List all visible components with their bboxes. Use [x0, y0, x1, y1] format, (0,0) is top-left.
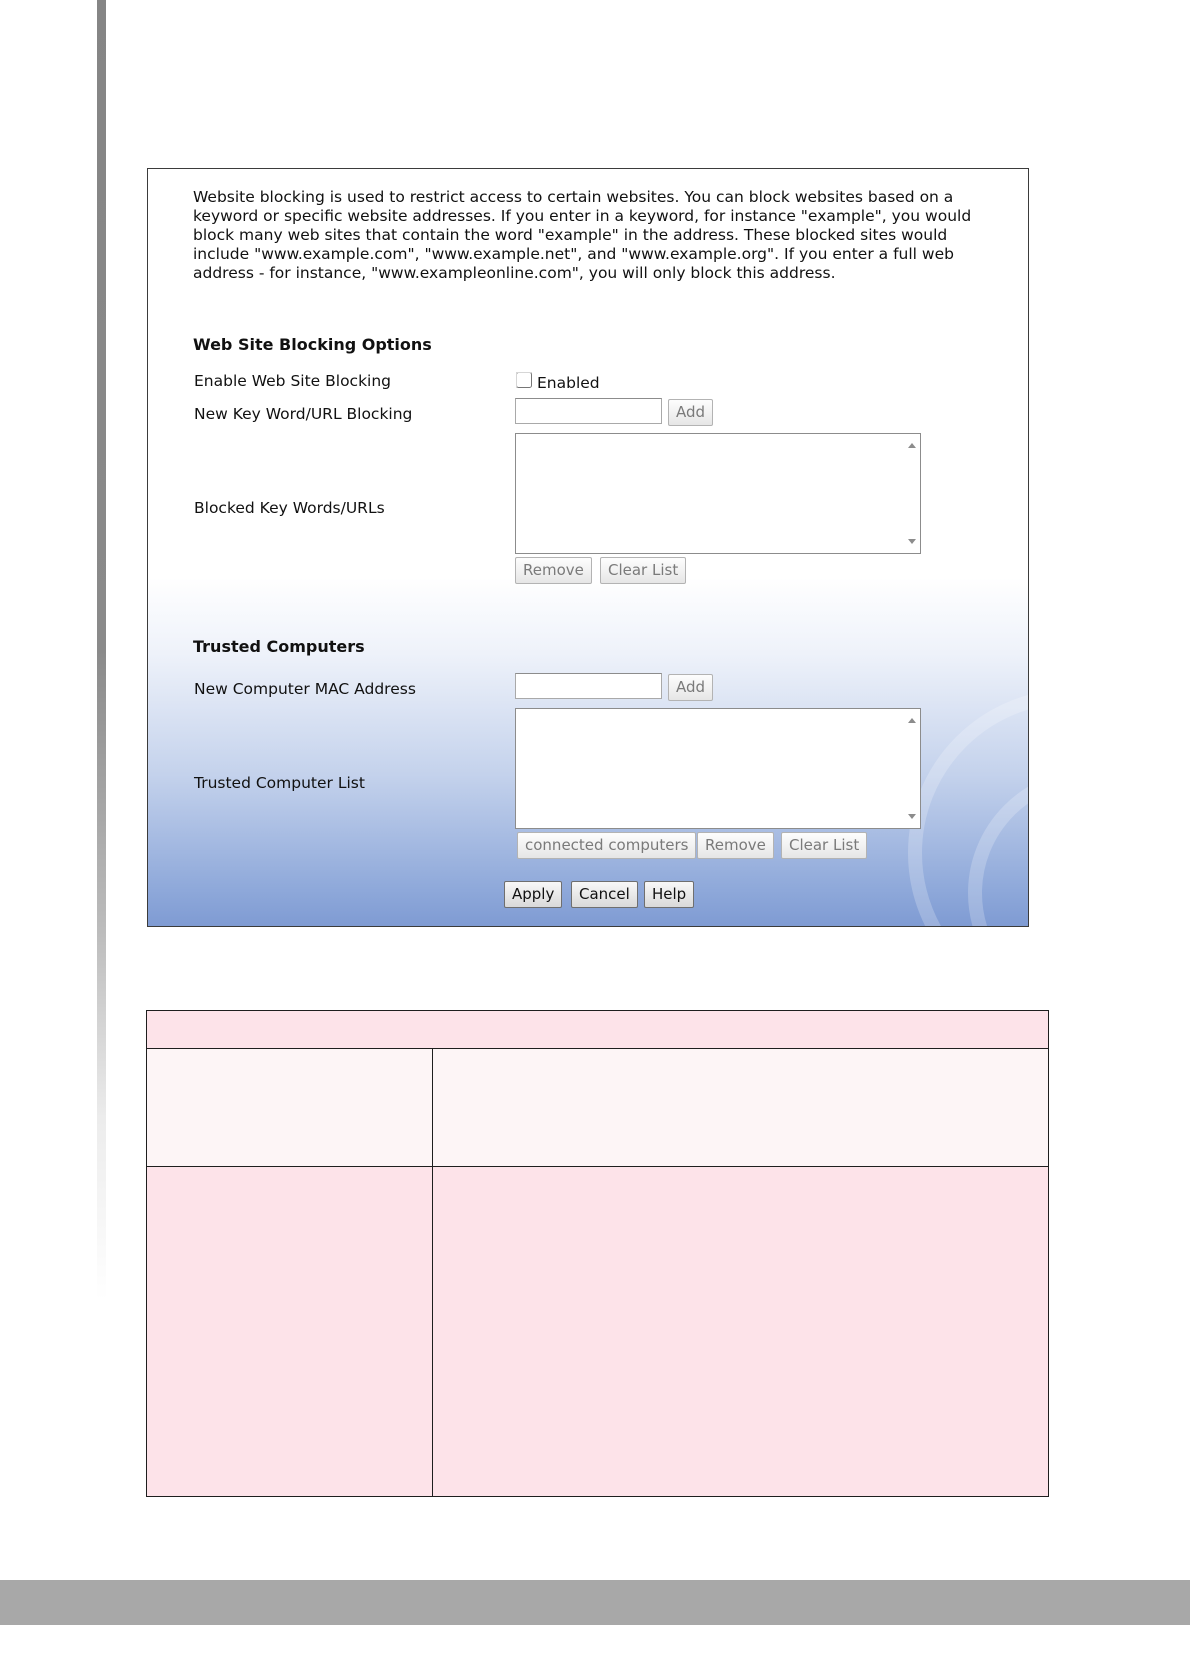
clear-trusted-list-button[interactable]: Clear List: [781, 832, 867, 859]
table-cell: [147, 1167, 433, 1497]
new-keyword-label: New Key Word/URL Blocking: [194, 405, 413, 423]
web-site-blocking-panel: [147, 168, 1029, 927]
new-mac-label: New Computer MAC Address: [194, 680, 416, 698]
table-cell: [147, 1049, 433, 1167]
scroll-up-arrow-icon[interactable]: [908, 718, 916, 723]
cancel-button[interactable]: Cancel: [571, 881, 638, 908]
scroll-up-arrow-icon[interactable]: [908, 443, 916, 448]
new-mac-input[interactable]: [515, 673, 662, 699]
footer-band: [0, 1580, 1190, 1625]
trusted-section-title: Trusted Computers: [193, 637, 365, 656]
apply-button[interactable]: Apply: [504, 881, 562, 908]
help-button[interactable]: Help: [644, 881, 694, 908]
table-cell: [433, 1049, 1049, 1167]
intro-text: Website blocking is used to restrict access to certain websites. You can block websites based on a keyword or specific website addresses. If you enter in a keyword, for instance "example", you would block many web sites that contain the word "example" in the address. These blocked sites would include "www.example.com", "www.example.net", and "www.example.org". If you enter a full web address - for instance, "www.exampleonline.com", you will only block this address.: [193, 188, 972, 282]
table-row: [147, 1049, 1049, 1167]
trusted-computer-list[interactable]: [515, 708, 921, 829]
add-keyword-button[interactable]: Add: [668, 399, 713, 426]
clear-blocked-list-button[interactable]: Clear List: [600, 557, 686, 584]
blocking-section-title: Web Site Blocking Options: [193, 335, 432, 354]
blocked-keywords-list[interactable]: [515, 433, 921, 554]
enable-blocking-label: Enable Web Site Blocking: [194, 372, 392, 390]
trusted-list-label: Trusted Computer List: [194, 774, 365, 792]
enable-blocking-checkbox[interactable]: [516, 372, 532, 388]
add-mac-button[interactable]: Add: [668, 674, 713, 701]
new-keyword-input[interactable]: [515, 398, 662, 424]
info-table: [146, 1010, 1049, 1497]
remove-blocked-button[interactable]: Remove: [515, 557, 592, 584]
page-margin-rule: [97, 0, 106, 1300]
table-header: [147, 1011, 1049, 1049]
table-cell: [433, 1167, 1049, 1497]
remove-trusted-button[interactable]: Remove: [697, 832, 774, 859]
scroll-down-arrow-icon[interactable]: [908, 539, 916, 544]
scrollbar[interactable]: [903, 709, 920, 828]
blocked-keywords-label: Blocked Key Words/URLs: [194, 499, 385, 517]
connected-computers-button[interactable]: connected computers: [517, 832, 696, 859]
enabled-checkbox-label[interactable]: Enabled: [537, 374, 600, 392]
scrollbar[interactable]: [903, 434, 920, 553]
table-row: [147, 1167, 1049, 1497]
scroll-down-arrow-icon[interactable]: [908, 814, 916, 819]
